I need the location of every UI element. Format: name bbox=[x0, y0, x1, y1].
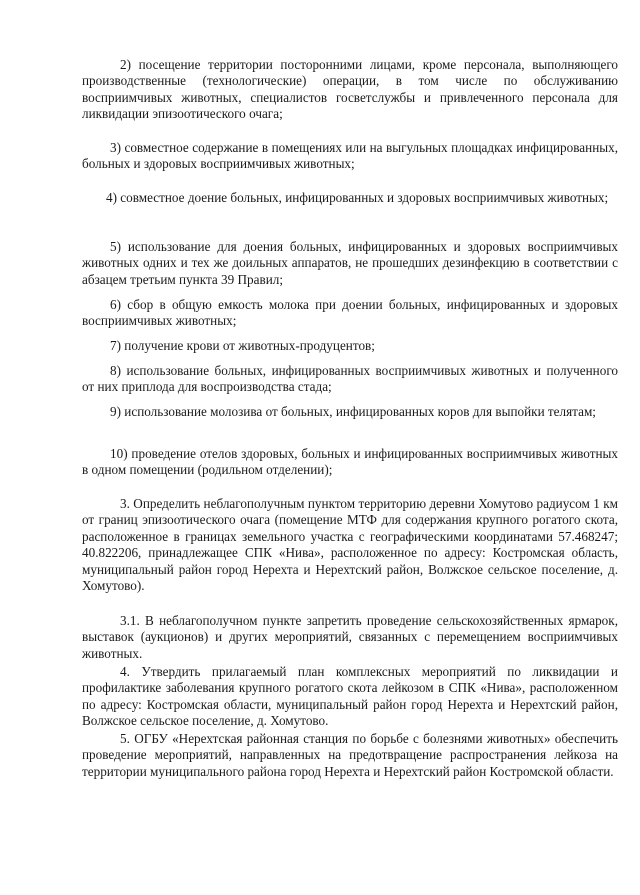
list-item-7: 7) получение крови от животных-продуцентов; bbox=[110, 338, 375, 353]
paragraph-section-4: 4. Утвердить прилагаемый план комплексных мероприятий по ликвидации и профилактике заболевания крупного рогатого скота лейкозом в СПК «Нива», расположенном по адресу: Костромская области, муниципальный район город Нерехта и Нерехтский район, Волжское сельское поселение, д. Хомутово. bbox=[82, 664, 618, 729]
paragraph-section-5: 5. ОГБУ «Нерехтская районная станция по борьбе с болезнями животных» обеспечить проведение мероприятий, направленных на предотвращение распространения лейкоза на территории муниципального района город Нерехта и Нерехтский район Костромской области. bbox=[82, 731, 618, 779]
list-item-8: 8) использование больных, инфицированных восприимчивых животных и полученного от них приплода для воспроизводства стада; bbox=[82, 363, 618, 395]
list-item-10: 10) проведение отелов здоровых, больных и инфицированных восприимчивых животных в одном помещении (родильном отделении); bbox=[82, 446, 618, 478]
paragraph-section-3: 3. Определить неблагополучным пунктом территорию деревни Хомутово радиусом 1 км от границ эпизоотического очага (помещение МТФ для содержания крупного рогатого скота, расположенное в границах земельного участка с географическими координатами 57.468247; 40.822206, принадлежащее СПК «Нива», расположенное по адресу: Костромская область, муниципальный район город Нерехта и Нерехтский район, Волжское сельское поселение, д. Хомутово). bbox=[82, 496, 618, 594]
list-item-4: 4) совместное доение больных, инфицированных и здоровых восприимчивых животных; bbox=[106, 190, 609, 205]
list-item-9: 9) использование молозива от больных, инфицированных коров для выпойки телятам; bbox=[110, 404, 596, 419]
list-item-2: 2) посещение территории посторонними лицами, кроме персонала, выполняющего производственные (технологические) операции, в том числе по обслуживанию восприимчивых животных, специалистов госветслужбы и привлеченного персонала для ликвидации эпизоотического очага; bbox=[82, 57, 618, 122]
list-item-6: 6) сбор в общую емкость молока при доении больных, инфицированных и здоровых восприимчивых животных; bbox=[82, 297, 618, 329]
list-item-3: 3) совместное содержание в помещениях или на выгульных площадках инфицированных, больных и здоровых восприимчивых животных; bbox=[82, 140, 618, 172]
list-item-5: 5) использование для доения больных, инфицированных и здоровых восприимчивых животных одних и тех же доильных аппаратов, не прошедших дезинфекцию в соответствии с абзацем третьим пункта 39 Правил; bbox=[82, 239, 618, 287]
paragraph-section-3-1: 3.1. В неблагополучном пункте запретить проведение сельскохозяйственных ярмарок, выставок (аукционов) и других мероприятий, связанных с перемещением восприимчивых животных. bbox=[82, 613, 618, 661]
